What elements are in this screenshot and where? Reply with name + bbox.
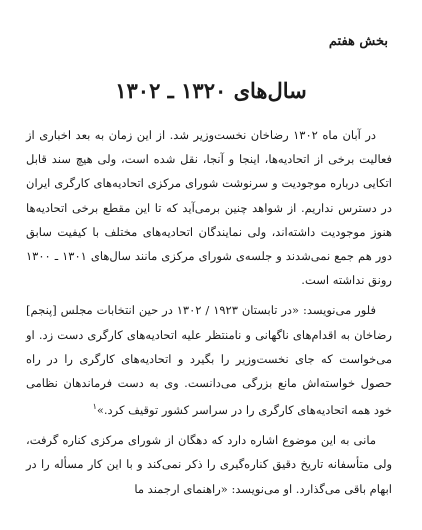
paragraph-2 (26, 298, 392, 422)
body-text (26, 123, 392, 501)
footnote-marker: ۱ (92, 402, 97, 412)
chapter-title: سال‌های ۱۳۲۰ ـ ۱۳۰۲ (115, 78, 307, 103)
section-label: بخش هفتم (328, 34, 388, 49)
paragraph-1: در آبان ماه ۱۳۰۲ رضاخان نخست‌وزیر شد. از این زمان به بعد اخباری از فعالیت برخی از اتحادیه‌ها، اینجا و آنجا، نقل شده است، ولی هیچ سند قابل اتکایی درباره موجودیت و سرنوشت شورای مرکزی اتحادیه‌های کارگری ایران در دسترس نداریم. از شواهد چنین برمی‌آید که تا این مقطع برخی اتحادیه‌ها هنوز موجودیت داشته‌اند، ولی نمایندگان اتحادیه‌های مختلف با کیفیت سابق دور هم جمع نمی‌شدند و جلسه‌ی شورای مرکزی مانند سال‌های ۱۳۰۱ ـ ۱۳۰۰ رونق نداشته است. (26, 128, 392, 288)
paragraph-3: مانی به این موضوع اشاره دارد که دهگان از شورای مرکزی کناره گرفت، ولی متأسفانه تاریخ دقیق کناره‌گیری را ذکر نمی‌کند و با این کار مسأله را در ابهام باقی می‌گذارد. او می‌نویسد: «راهنمای ارجمند ما (26, 433, 392, 496)
paragraph-2-text: فلور می‌نویسد: «در تابستان ۱۹۲۳ / ۱۳۰۲ در حین انتخابات مجلس [پنجم] رضاخان به اقدام‌های ناگهانی و نامنتظر علیه اتحادیه‌های کارگری دست زد. او می‌خواست که جای نخست‌وزیر را بگیرد و اتحادیه‌های کارگری را در راه حصول خواسته‌اش مانع بزرگی می‌دانست. وی به دست فرماندهان نظامی خود همه اتحادیه‌های کارگری را در سراسر کشور توقیف کرد.» (26, 303, 392, 418)
